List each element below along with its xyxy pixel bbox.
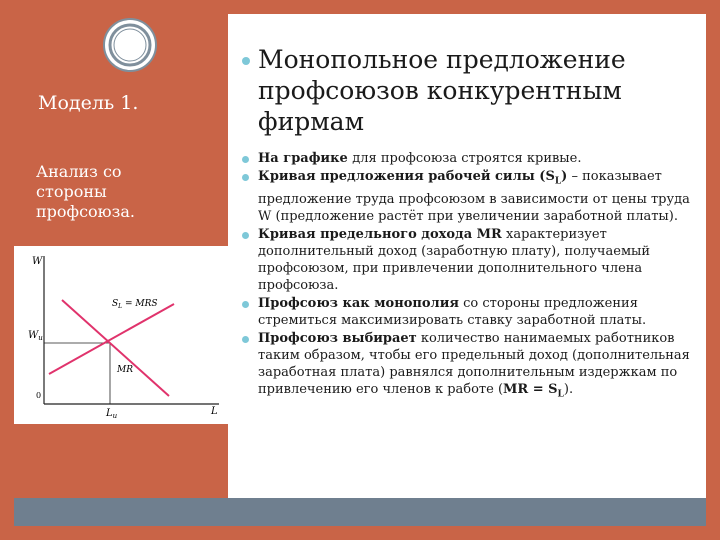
- y-axis-label: W: [32, 256, 43, 267]
- x-axis-label: L: [211, 406, 218, 417]
- wage-label: $W_u$: [28, 330, 43, 342]
- bullet-list: [258, 150, 704, 404]
- mr-curve: [62, 300, 169, 396]
- analysis-label: Анализ со стороны профсоюза.: [36, 162, 135, 221]
- bullet-icon: [241, 173, 250, 182]
- title-bullet-icon: [240, 55, 252, 67]
- bullet-icon: [241, 300, 250, 309]
- origin-label: 0: [36, 391, 42, 400]
- bullet-icon: [241, 231, 250, 240]
- supply-curve-label: $S_L$ = MRS: [112, 299, 158, 310]
- mr-curve-label: MR: [117, 365, 133, 375]
- list-item: Профсоюз выбирает количество нанимаемых работников таким образом, чтобы его предельный доход (дополнительная заработная плата) равнялся дополнительным издержкам по привлечению его членов к работе $(MR = S_L)$.: [258, 330, 704, 404]
- graph-svg: [14, 246, 228, 424]
- ring-logo-icon: [102, 17, 158, 73]
- labor-label: $L_u$: [106, 408, 118, 420]
- model-label: Модель 1.: [38, 92, 139, 114]
- list-item: На графике для профсоюза строятся кривые.: [258, 150, 704, 167]
- bullet-icon: [241, 335, 250, 344]
- list-item: Профсоюз как монополия со стороны предложения стремиться максимизировать ставку заработной платы.: [258, 295, 704, 329]
- bullet-icon: [241, 155, 250, 164]
- list-item: Кривая предложения рабочей силы $(S_L)$ – показывает предложение труда профсоюзом в зависимости от цены труда W (предложение растёт при увеличении заработной платы).: [258, 168, 704, 225]
- slide-title: Монопольное предложение профсоюзов конкурентным фирмам: [258, 45, 626, 136]
- list-item: Кривая предельного дохода MR характеризует дополнительный доход (заработную плату), получаемый профсоюзом, при привлечении дополнительного члена профсоюза.: [258, 226, 704, 294]
- bottom-bar: [14, 498, 706, 526]
- supply-curve: [49, 304, 174, 374]
- labor-market-graph: [14, 246, 228, 424]
